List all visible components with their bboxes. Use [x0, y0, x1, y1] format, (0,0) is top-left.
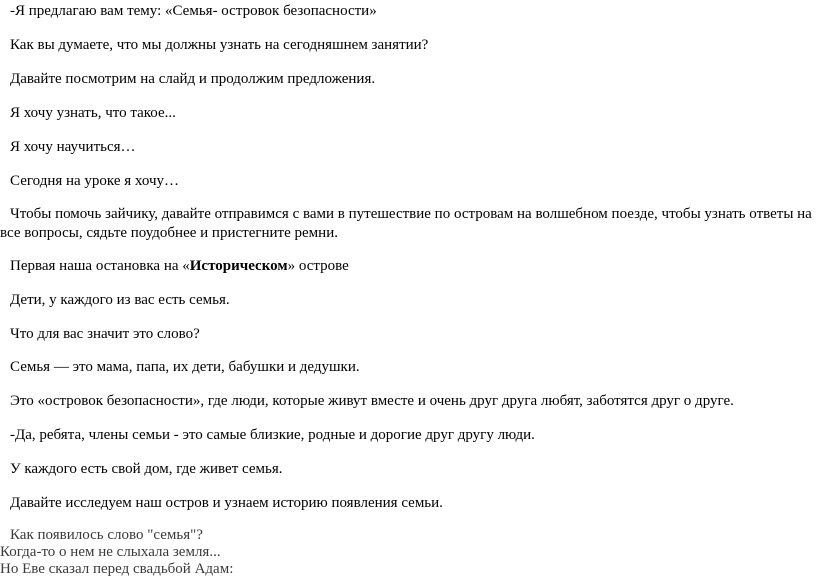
paragraph-family-definition: Семья — это мама, папа, их дети, бабушки и дедушки.: [10, 359, 360, 375]
poem-line: Но Еве сказал перед свадьбой Адам:: [0, 561, 234, 577]
paragraph-journey: [0, 205, 812, 243]
paragraph-slide: Давайте посмотрим на слайд и продолжим предложения.: [10, 71, 376, 87]
paragraph-first-stop: [10, 257, 810, 276]
first-stop-after: » острове: [287, 258, 349, 274]
poem-line: Когда-то о нем не слыхала земля...: [0, 544, 221, 560]
paragraph-today-want: Сегодня на уроке я хочу…: [10, 173, 179, 189]
paragraph-home: У каждого есть свой дом, где живет семья.: [10, 461, 283, 477]
paragraph-topic: -Я предлагаю вам тему: «Семья- островок безопасности»: [10, 3, 377, 19]
paragraph-journey-text: Чтобы помочь зайчику, давайте отправимся с вами в путешествие по островам на волшебном поезде, чтобы узнать ответы на все вопросы, сядьте поудобнее и пристегните ремни.: [0, 206, 812, 241]
paragraph-want-learn: Я хочу научиться…: [10, 139, 136, 155]
paragraph-question: Как вы думаете, что мы должны узнать на сегодняшнем занятии?: [10, 37, 429, 53]
paragraph-safety-island: Это «островок безопасности», где люди, которые живут вместе и очень друг друга любят, заботятся друг о друге.: [10, 393, 734, 409]
paragraph-family-each: Дети, у каждого из вас есть семья.: [10, 292, 230, 308]
paragraph-word-meaning: Что для вас значит это слово?: [10, 326, 200, 342]
first-stop-bold: Историческом: [189, 258, 288, 274]
paragraph-explore: Давайте исследуем наш остров и узнаем историю появления семьи.: [10, 495, 443, 511]
paragraph-family-members: -Да, ребята, члены семьи - это самые близкие, родные и дорогие друг другу люди.: [10, 427, 535, 443]
poem-line: Как появилось слово "семья"?: [10, 527, 203, 543]
paragraph-want-know: Я хочу узнать, что такое...: [10, 105, 176, 121]
first-stop-before: Первая наша остановка на «: [10, 258, 190, 274]
